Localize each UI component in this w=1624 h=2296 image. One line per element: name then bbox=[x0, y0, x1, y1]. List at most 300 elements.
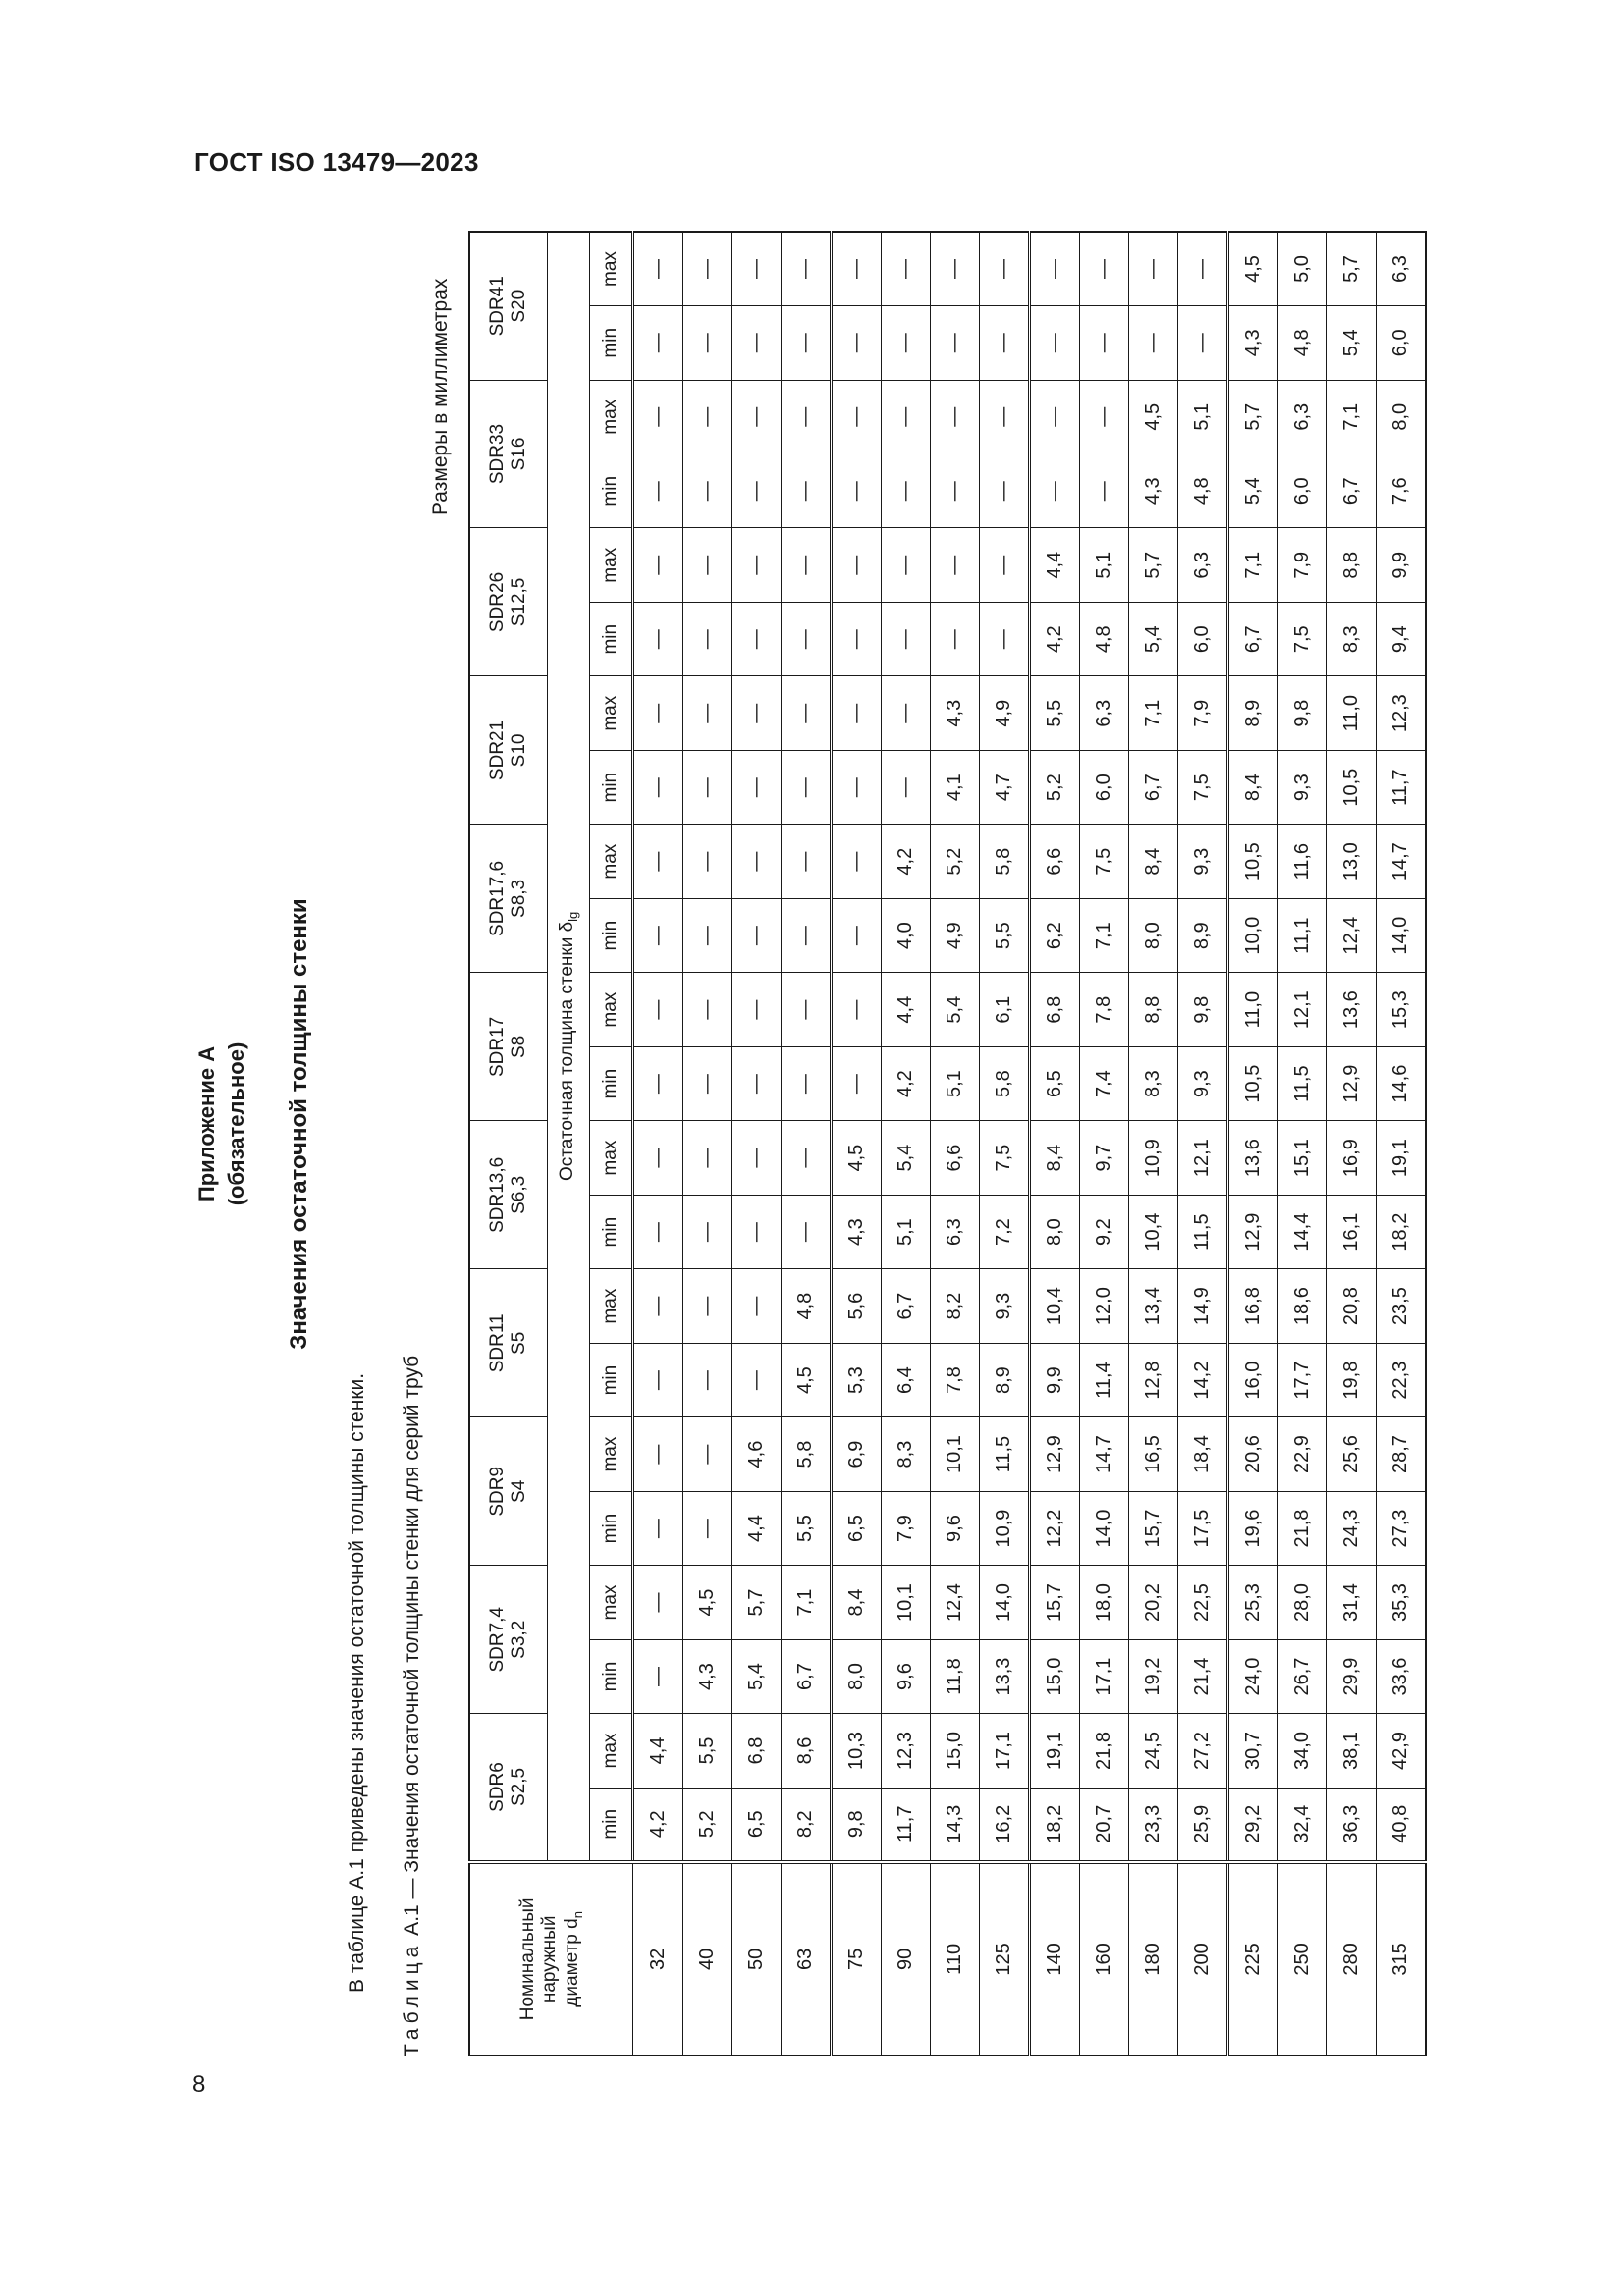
thickness-cell: 28,0 bbox=[1278, 1566, 1327, 1639]
thickness-cell: — bbox=[732, 602, 782, 675]
thickness-cell: 6,5 bbox=[832, 1491, 882, 1565]
thickness-cell: 10,1 bbox=[931, 1417, 980, 1491]
dn-value: 32 bbox=[633, 1862, 683, 2056]
thickness-cell: — bbox=[832, 454, 882, 528]
series-sdr: SDR7,4 bbox=[487, 1607, 509, 1673]
thickness-cell: 33,6 bbox=[1377, 1639, 1427, 1713]
thickness-cell: 15,0 bbox=[931, 1714, 980, 1788]
thickness-cell: 34,0 bbox=[1278, 1714, 1327, 1788]
thickness-cell: — bbox=[732, 825, 782, 899]
thickness-cell: 19,1 bbox=[1030, 1714, 1080, 1788]
thickness-cell: 11,0 bbox=[1228, 973, 1278, 1046]
thickness-cell: — bbox=[633, 1566, 683, 1639]
thickness-cell: 27,3 bbox=[1377, 1491, 1427, 1565]
thickness-cell: 7,1 bbox=[1080, 898, 1129, 972]
thickness-cell: 11,5 bbox=[980, 1417, 1030, 1491]
thickness-cell: — bbox=[782, 676, 832, 750]
thickness-cell: 6,0 bbox=[1080, 750, 1129, 824]
thickness-cell: — bbox=[782, 750, 832, 824]
max-header: max bbox=[590, 1269, 633, 1343]
thickness-cell: 4,3 bbox=[832, 1195, 882, 1268]
thickness-cell: — bbox=[732, 1121, 782, 1196]
table-caption-label: Таблица bbox=[401, 1941, 423, 2056]
thickness-cell: 9,8 bbox=[832, 1788, 882, 1861]
thickness-cell: — bbox=[732, 306, 782, 380]
thickness-cell: — bbox=[782, 232, 832, 306]
thickness-cell: 32,4 bbox=[1278, 1788, 1327, 1861]
thickness-cell: 6,3 bbox=[1377, 232, 1427, 306]
thickness-cell: 6,5 bbox=[732, 1788, 782, 1861]
thickness-cell: — bbox=[732, 1269, 782, 1343]
thickness-cell: — bbox=[832, 602, 882, 675]
thickness-cell: 13,4 bbox=[1129, 1269, 1178, 1343]
thickness-cell: — bbox=[732, 973, 782, 1046]
thickness-cell: 9,8 bbox=[1278, 676, 1327, 750]
thickness-cell: — bbox=[832, 750, 882, 824]
thickness-cell: 15,3 bbox=[1377, 973, 1427, 1046]
thickness-cell: 42,9 bbox=[1377, 1714, 1427, 1788]
thickness-cell: — bbox=[683, 1417, 732, 1491]
thickness-cell: 5,4 bbox=[1327, 306, 1377, 380]
thickness-cell: 6,6 bbox=[931, 1121, 980, 1196]
table-row bbox=[980, 232, 1030, 2056]
thickness-cell: 5,8 bbox=[980, 1046, 1030, 1120]
thickness-cell: 5,0 bbox=[1278, 232, 1327, 306]
thickness-cell: 14,7 bbox=[1080, 1417, 1129, 1491]
series-sdr: SDR13,6 bbox=[487, 1156, 509, 1233]
thickness-cell: 4,2 bbox=[1030, 602, 1080, 675]
dn-value: 110 bbox=[931, 1862, 980, 2056]
thickness-cell: 7,2 bbox=[980, 1195, 1030, 1268]
series-sdr: SDR6 bbox=[487, 1762, 509, 1812]
thickness-cell: — bbox=[882, 602, 931, 675]
thickness-cell: 6,1 bbox=[980, 973, 1030, 1046]
thickness-cell: — bbox=[980, 454, 1030, 528]
thickness-cell: — bbox=[980, 306, 1030, 380]
thickness-cell: 25,6 bbox=[1327, 1417, 1377, 1491]
thickness-cell: 40,8 bbox=[1377, 1788, 1427, 1861]
series-s: S10 bbox=[509, 733, 529, 768]
thickness-cell: 6,9 bbox=[832, 1417, 882, 1491]
thickness-cell: 26,7 bbox=[1278, 1639, 1327, 1713]
thickness-cell: — bbox=[832, 1046, 882, 1120]
thickness-cell: 8,2 bbox=[782, 1788, 832, 1861]
dn-value: 125 bbox=[980, 1862, 1030, 2056]
thickness-cell: — bbox=[633, 1046, 683, 1120]
thickness-cell: 6,8 bbox=[732, 1714, 782, 1788]
thickness-cell: — bbox=[931, 454, 980, 528]
thickness-cell: 29,2 bbox=[1228, 1788, 1278, 1861]
thickness-cell: — bbox=[1129, 232, 1178, 306]
min-header: min bbox=[590, 1491, 633, 1565]
page-number: 8 bbox=[192, 2071, 206, 2098]
thickness-cell: 4,2 bbox=[633, 1788, 683, 1861]
table-row bbox=[1377, 232, 1427, 2056]
max-header: max bbox=[590, 825, 633, 899]
table-row bbox=[1030, 232, 1080, 2056]
thickness-cell: 15,7 bbox=[1030, 1566, 1080, 1639]
thickness-cell: 4,9 bbox=[931, 898, 980, 972]
thickness-cell: 10,4 bbox=[1129, 1195, 1178, 1268]
thickness-cell: — bbox=[1129, 306, 1178, 380]
appendix-status: (обязательное) bbox=[224, 1041, 248, 1206]
thickness-cell: 5,6 bbox=[832, 1269, 882, 1343]
thickness-cell: 9,4 bbox=[1377, 602, 1427, 675]
thickness-cell: 13,0 bbox=[1327, 825, 1377, 899]
thickness-cell: 16,8 bbox=[1228, 1269, 1278, 1343]
thickness-cell: 17,1 bbox=[980, 1714, 1030, 1788]
thickness-cell: — bbox=[633, 380, 683, 454]
series-header bbox=[469, 1417, 548, 1566]
thickness-cell: — bbox=[732, 676, 782, 750]
thickness-cell: — bbox=[732, 898, 782, 972]
thickness-cell: 9,3 bbox=[1178, 825, 1228, 899]
thickness-cell: 4,3 bbox=[931, 676, 980, 750]
thickness-cell: 6,7 bbox=[882, 1269, 931, 1343]
table-row bbox=[882, 232, 931, 2056]
thickness-cell: 11,8 bbox=[931, 1639, 980, 1713]
series-s: S6,3 bbox=[509, 1175, 529, 1214]
table-row bbox=[1278, 232, 1327, 2056]
min-header: min bbox=[590, 750, 633, 824]
thickness-cell: — bbox=[732, 1343, 782, 1416]
thickness-cell: — bbox=[732, 380, 782, 454]
table-caption-text: А.1 — Значения остаточной толщины стенки для серий труб bbox=[401, 1355, 423, 1936]
thickness-cell: 16,2 bbox=[980, 1788, 1030, 1861]
thickness-cell: 30,7 bbox=[1228, 1714, 1278, 1788]
thickness-cell: 19,8 bbox=[1327, 1343, 1377, 1416]
thickness-cell: 12,0 bbox=[1080, 1269, 1129, 1343]
thickness-cell: — bbox=[782, 306, 832, 380]
thickness-cell: 8,4 bbox=[1228, 750, 1278, 824]
table-row bbox=[832, 232, 882, 2056]
dn-header-line1: Номинальный bbox=[516, 1897, 538, 2021]
thickness-cell: 12,4 bbox=[931, 1566, 980, 1639]
series-s: S8 bbox=[509, 1035, 529, 1059]
thickness-cell: 12,9 bbox=[1327, 1046, 1377, 1120]
table-row bbox=[931, 232, 980, 2056]
thickness-cell: 5,8 bbox=[782, 1417, 832, 1491]
thickness-cell: 20,8 bbox=[1327, 1269, 1377, 1343]
table-row bbox=[683, 232, 732, 2056]
thickness-cell: 6,2 bbox=[1030, 898, 1080, 972]
thickness-cell: 7,8 bbox=[1080, 973, 1129, 1046]
thickness-cell: 5,5 bbox=[1030, 676, 1080, 750]
thickness-cell: — bbox=[633, 973, 683, 1046]
dn-header-sub: n bbox=[569, 1911, 585, 1919]
thickness-cell: 5,7 bbox=[732, 1566, 782, 1639]
max-header: max bbox=[590, 1121, 633, 1196]
thickness-cell: 31,4 bbox=[1327, 1566, 1377, 1639]
thickness-cell: 17,1 bbox=[1080, 1639, 1129, 1713]
thickness-cell: 13,6 bbox=[1327, 973, 1377, 1046]
series-sdr: SDR9 bbox=[487, 1466, 509, 1517]
thickness-cell: 4,4 bbox=[882, 973, 931, 1046]
dn-header bbox=[469, 1862, 633, 2056]
thickness-cell: 11,7 bbox=[882, 1788, 931, 1861]
dn-value: 75 bbox=[832, 1862, 882, 2056]
thickness-cell: 6,8 bbox=[1030, 973, 1080, 1046]
thickness-cell: — bbox=[931, 602, 980, 675]
thickness-cell: 4,9 bbox=[980, 676, 1030, 750]
thickness-cell: 9,3 bbox=[1278, 750, 1327, 824]
thickness-cell: 8,3 bbox=[882, 1417, 931, 1491]
thickness-cell: — bbox=[683, 898, 732, 972]
thickness-cell: 5,1 bbox=[1178, 380, 1228, 454]
thickness-cell: 4,1 bbox=[931, 750, 980, 824]
thickness-cell: — bbox=[1030, 306, 1080, 380]
thickness-cell: 8,2 bbox=[931, 1269, 980, 1343]
thickness-cell: — bbox=[633, 454, 683, 528]
thickness-cell: 14,3 bbox=[931, 1788, 980, 1861]
thickness-cell: 6,3 bbox=[1278, 380, 1327, 454]
series-header bbox=[469, 825, 548, 973]
series-s: S16 bbox=[509, 437, 529, 471]
thickness-cell: — bbox=[931, 528, 980, 602]
thickness-cell: — bbox=[683, 528, 732, 602]
thickness-cell: — bbox=[683, 1121, 732, 1196]
series-sdr: SDR11 bbox=[487, 1313, 509, 1373]
thickness-cell: 20,7 bbox=[1080, 1788, 1129, 1861]
thickness-cell: 12,9 bbox=[1228, 1195, 1278, 1268]
series-sdr: SDR33 bbox=[487, 423, 509, 485]
thickness-cell: 20,2 bbox=[1129, 1566, 1178, 1639]
appendix-heading: Значения остаточной толщины стенки bbox=[286, 898, 312, 1350]
thickness-cell: 14,6 bbox=[1377, 1046, 1427, 1120]
dn-value: 90 bbox=[882, 1862, 931, 2056]
dn-value: 50 bbox=[732, 1862, 782, 2056]
thickness-cell: — bbox=[1080, 306, 1129, 380]
thickness-cell: 6,5 bbox=[1030, 1046, 1080, 1120]
thickness-cell: 6,7 bbox=[1327, 454, 1377, 528]
thickness-cell: 4,7 bbox=[980, 750, 1030, 824]
intro-paragraph: В таблице А.1 приведены значения остаточной толщины стенки. bbox=[346, 1372, 368, 1993]
thickness-cell: 4,4 bbox=[1030, 528, 1080, 602]
thickness-cell: — bbox=[882, 750, 931, 824]
thickness-cell: 15,0 bbox=[1030, 1639, 1080, 1713]
thickness-cell: 24,5 bbox=[1129, 1714, 1178, 1788]
thickness-cell: — bbox=[683, 973, 732, 1046]
thickness-cell: 8,9 bbox=[1178, 898, 1228, 972]
thickness-cell: — bbox=[1178, 306, 1228, 380]
thickness-cell: 5,4 bbox=[931, 973, 980, 1046]
thickness-cell: — bbox=[683, 1046, 732, 1120]
thickness-cell: 28,7 bbox=[1377, 1417, 1427, 1491]
thickness-cell: 4,8 bbox=[1278, 306, 1327, 380]
thickness-cell: — bbox=[633, 1343, 683, 1416]
table-row bbox=[1129, 232, 1178, 2056]
thickness-cell: 12,3 bbox=[882, 1714, 931, 1788]
thickness-cell: — bbox=[980, 602, 1030, 675]
min-header: min bbox=[590, 1195, 633, 1268]
thickness-cell: — bbox=[683, 1269, 732, 1343]
thickness-cell: 9,6 bbox=[931, 1491, 980, 1565]
dn-value: 40 bbox=[683, 1862, 732, 2056]
thickness-cell: 11,4 bbox=[1080, 1343, 1129, 1416]
thickness-cell: — bbox=[633, 1491, 683, 1565]
thickness-cell: 10,9 bbox=[980, 1491, 1030, 1565]
thickness-cell: — bbox=[683, 1343, 732, 1416]
document-header: ГОСТ ISO 13479—2023 bbox=[194, 147, 479, 177]
thickness-cell: — bbox=[782, 380, 832, 454]
thickness-cell: 4,4 bbox=[633, 1714, 683, 1788]
thickness-cell: 11,0 bbox=[1327, 676, 1377, 750]
thickness-cell: 4,5 bbox=[832, 1121, 882, 1196]
thickness-cell: — bbox=[683, 306, 732, 380]
thickness-cell: 10,1 bbox=[882, 1566, 931, 1639]
thickness-cell: — bbox=[782, 825, 832, 899]
thickness-cell: 20,6 bbox=[1228, 1417, 1278, 1491]
thickness-cell: 4,5 bbox=[782, 1343, 832, 1416]
appendix-title: Приложение А bbox=[194, 1045, 219, 1202]
thickness-cell: — bbox=[1080, 232, 1129, 306]
units-note: Размеры в миллиметрах bbox=[429, 278, 452, 515]
dn-value: 63 bbox=[782, 1862, 832, 2056]
series-s: S3,2 bbox=[509, 1620, 529, 1659]
thickness-cell: 17,5 bbox=[1178, 1491, 1228, 1565]
thickness-cell: — bbox=[683, 380, 732, 454]
thickness-cell: — bbox=[732, 454, 782, 528]
min-header: min bbox=[590, 1343, 633, 1416]
thickness-cell: — bbox=[683, 454, 732, 528]
thickness-cell: — bbox=[732, 232, 782, 306]
thickness-cell: 11,5 bbox=[1178, 1195, 1228, 1268]
thickness-cell: — bbox=[633, 825, 683, 899]
thickness-cell: 14,0 bbox=[1080, 1491, 1129, 1565]
thickness-cell: 7,5 bbox=[1178, 750, 1228, 824]
thickness-cell: 5,7 bbox=[1228, 380, 1278, 454]
thickness-cell: — bbox=[633, 1639, 683, 1713]
thickness-cell: 8,9 bbox=[1228, 676, 1278, 750]
thickness-cell: 9,3 bbox=[1178, 1046, 1228, 1120]
dn-value: 250 bbox=[1278, 1862, 1327, 2056]
thickness-cell: — bbox=[1080, 454, 1129, 528]
thickness-cell: 10,5 bbox=[1228, 1046, 1278, 1120]
dn-value: 180 bbox=[1129, 1862, 1178, 2056]
thickness-cell: 5,4 bbox=[1228, 454, 1278, 528]
thickness-cell: — bbox=[832, 676, 882, 750]
thickness-cell: 7,1 bbox=[1129, 676, 1178, 750]
min-header: min bbox=[590, 898, 633, 972]
thickness-cell: 18,2 bbox=[1377, 1195, 1427, 1268]
thickness-cell: 10,3 bbox=[832, 1714, 882, 1788]
thickness-cell: — bbox=[633, 232, 683, 306]
thickness-cell: 6,0 bbox=[1377, 306, 1427, 380]
min-header: min bbox=[590, 454, 633, 528]
series-header bbox=[469, 232, 548, 380]
series-header bbox=[469, 973, 548, 1121]
max-header: max bbox=[590, 676, 633, 750]
thickness-cell: 9,3 bbox=[980, 1269, 1030, 1343]
thickness-cell: 5,5 bbox=[782, 1491, 832, 1565]
residual-header-sub: lg bbox=[565, 911, 580, 922]
series-s: S2,5 bbox=[509, 1767, 529, 1807]
thickness-cell: 25,9 bbox=[1178, 1788, 1228, 1861]
thickness-cell: 21,4 bbox=[1178, 1639, 1228, 1713]
thickness-cell: 8,8 bbox=[1327, 528, 1377, 602]
thickness-cell: 9,7 bbox=[1080, 1121, 1129, 1196]
thickness-cell: 8,4 bbox=[1030, 1121, 1080, 1196]
thickness-cell: — bbox=[683, 1491, 732, 1565]
thickness-cell: 8,0 bbox=[832, 1639, 882, 1713]
thickness-cell: 9,9 bbox=[1030, 1343, 1080, 1416]
thickness-cell: 4,4 bbox=[732, 1491, 782, 1565]
thickness-cell: 12,1 bbox=[1178, 1121, 1228, 1196]
thickness-cell: 17,7 bbox=[1278, 1343, 1327, 1416]
thickness-cell: 22,5 bbox=[1178, 1566, 1228, 1639]
thickness-cell: — bbox=[633, 898, 683, 972]
thickness-cell: 6,3 bbox=[931, 1195, 980, 1268]
thickness-cell: 5,1 bbox=[1080, 528, 1129, 602]
thickness-cell: — bbox=[832, 380, 882, 454]
thickness-cell: 13,3 bbox=[980, 1639, 1030, 1713]
max-header: max bbox=[590, 232, 633, 306]
thickness-cell: 7,1 bbox=[1228, 528, 1278, 602]
thickness-cell: 7,9 bbox=[1278, 528, 1327, 602]
table-row bbox=[732, 232, 782, 2056]
dn-value: 200 bbox=[1178, 1862, 1228, 2056]
thickness-cell: 11,5 bbox=[1278, 1046, 1327, 1120]
series-s: S12,5 bbox=[509, 577, 529, 627]
thickness-cell: — bbox=[683, 750, 732, 824]
series-s: S20 bbox=[509, 289, 529, 323]
series-header bbox=[469, 1714, 548, 1862]
thickness-cell: — bbox=[633, 1195, 683, 1268]
thickness-cell: 23,3 bbox=[1129, 1788, 1178, 1861]
thickness-cell: 9,9 bbox=[1377, 528, 1427, 602]
table-caption bbox=[401, 1356, 424, 2056]
thickness-cell: 7,4 bbox=[1080, 1046, 1129, 1120]
thickness-cell: 5,4 bbox=[882, 1121, 931, 1196]
thickness-cell: — bbox=[732, 750, 782, 824]
thickness-cell: — bbox=[782, 454, 832, 528]
thickness-cell: — bbox=[782, 1195, 832, 1268]
thickness-cell: — bbox=[782, 528, 832, 602]
thickness-cell: 7,5 bbox=[1080, 825, 1129, 899]
residual-header-text: Остаточная толщина стенки δ bbox=[556, 921, 577, 1182]
thickness-cell: 25,3 bbox=[1228, 1566, 1278, 1639]
dn-header-line2: наружный bbox=[539, 1915, 561, 2003]
thickness-cell: 15,1 bbox=[1278, 1121, 1327, 1196]
thickness-cell: 16,5 bbox=[1129, 1417, 1178, 1491]
thickness-cell: — bbox=[882, 454, 931, 528]
thickness-cell: 9,6 bbox=[882, 1639, 931, 1713]
thickness-cell: — bbox=[683, 602, 732, 675]
thickness-cell: 5,8 bbox=[980, 825, 1030, 899]
table-row bbox=[1080, 232, 1129, 2056]
thickness-cell: 6,7 bbox=[1228, 602, 1278, 675]
thickness-cell: 13,6 bbox=[1228, 1121, 1278, 1196]
thickness-cell: 24,0 bbox=[1228, 1639, 1278, 1713]
series-header bbox=[469, 1566, 548, 1714]
dn-value: 315 bbox=[1377, 1862, 1427, 2056]
thickness-cell: 22,3 bbox=[1377, 1343, 1427, 1416]
thickness-cell: 8,4 bbox=[1129, 825, 1178, 899]
thickness-cell: 8,9 bbox=[980, 1343, 1030, 1416]
thickness-cell: 6,4 bbox=[882, 1343, 931, 1416]
thickness-cell: 5,4 bbox=[732, 1639, 782, 1713]
series-header bbox=[469, 528, 548, 676]
thickness-cell: 8,6 bbox=[782, 1714, 832, 1788]
thickness-cell: 14,0 bbox=[1377, 898, 1427, 972]
thickness-cell: — bbox=[931, 306, 980, 380]
thickness-cell: 6,6 bbox=[1030, 825, 1080, 899]
min-header: min bbox=[590, 306, 633, 380]
table-row bbox=[1178, 232, 1228, 2056]
max-header: max bbox=[590, 973, 633, 1046]
dn-value: 225 bbox=[1228, 1862, 1278, 2056]
thickness-cell: — bbox=[732, 1046, 782, 1120]
